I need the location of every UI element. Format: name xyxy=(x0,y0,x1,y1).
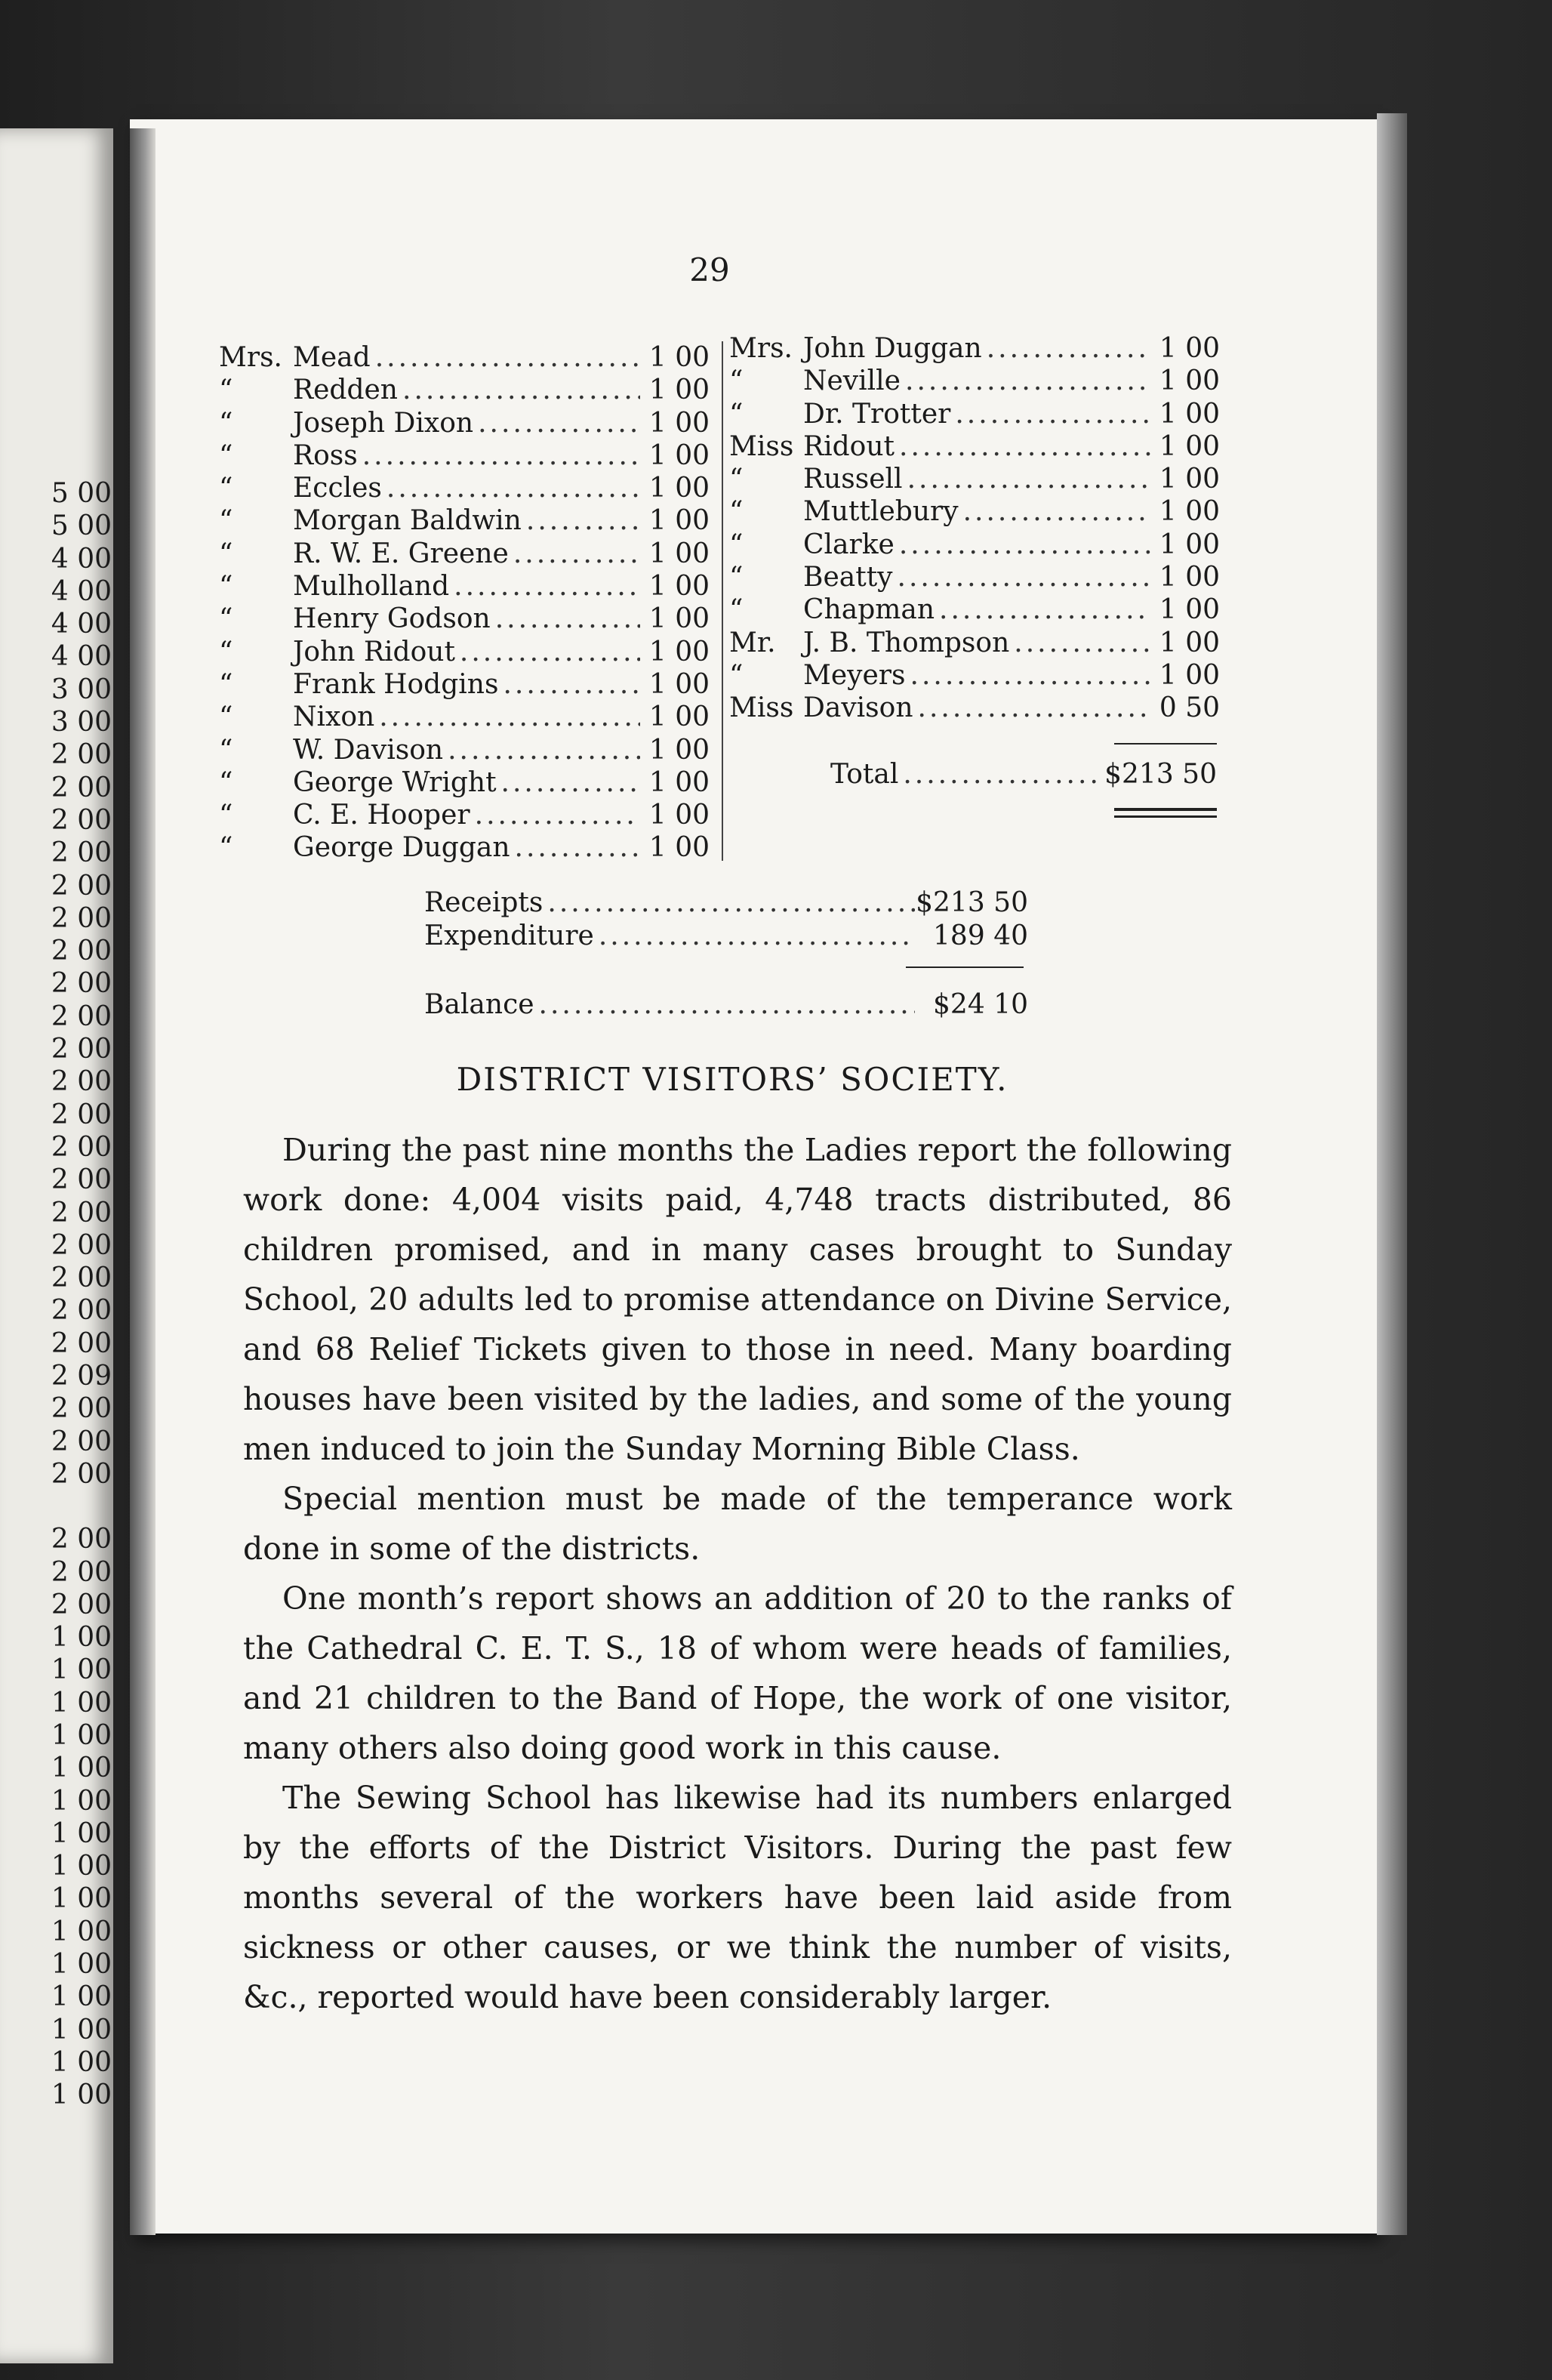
donor-prefix: “ xyxy=(219,766,233,798)
previous-page-amount: 2 00 xyxy=(51,902,112,934)
previous-page-amount: 4 00 xyxy=(51,543,112,575)
total-row xyxy=(830,759,1217,790)
previous-page-amount: 3 00 xyxy=(51,674,112,705)
previous-page-amount: 1 00 xyxy=(51,1981,112,2013)
donor-amount: 1 00 xyxy=(648,734,710,766)
dot-leader xyxy=(898,759,1104,790)
column-divider xyxy=(722,341,723,861)
dot-leader xyxy=(382,472,640,504)
donor-amount: 1 00 xyxy=(648,603,710,635)
dot-leader xyxy=(543,887,915,918)
previous-page-amount: 2 00 xyxy=(51,1131,112,1163)
dot-leader xyxy=(491,603,640,635)
donor-prefix: “ xyxy=(219,538,233,569)
total-amount: $213 50 xyxy=(1104,759,1217,790)
donor-amount: 1 00 xyxy=(648,473,710,504)
previous-page-amount: 3 00 xyxy=(51,707,112,738)
donor-prefix: “ xyxy=(219,636,233,667)
summary-block xyxy=(424,887,1028,954)
previous-page-amount: 2 00 xyxy=(51,1229,112,1261)
donor-prefix: Miss xyxy=(729,692,794,724)
donor-amount: 1 00 xyxy=(648,701,710,733)
donor-amount: 1 00 xyxy=(648,342,710,373)
previous-page-amount: 4 00 xyxy=(51,641,112,673)
total-rule-top xyxy=(1114,743,1217,745)
donor-amount: 0 50 xyxy=(1159,692,1220,724)
report-body xyxy=(243,1125,1232,2022)
donor-amount: 1 00 xyxy=(648,375,710,406)
donor-name: Henry Godson xyxy=(293,603,491,635)
previous-page-amount: 1 00 xyxy=(51,1851,112,1882)
donor-name: Mead xyxy=(293,342,371,373)
dot-leader xyxy=(358,439,640,472)
donor-row xyxy=(729,332,1220,365)
previous-page-amount: 1 00 xyxy=(51,1817,112,1849)
donor-row xyxy=(219,831,710,864)
donor-name: John Ridout xyxy=(293,636,455,667)
balance-block xyxy=(424,989,1028,1022)
previous-page-amount: 1 00 xyxy=(51,2014,112,2046)
donor-prefix: Mrs. xyxy=(219,342,282,373)
donor-name: Chapman xyxy=(803,594,935,626)
donor-list-left xyxy=(219,341,710,865)
donor-row xyxy=(219,472,710,504)
donor-name: Joseph Dixon xyxy=(293,407,474,439)
previous-page-amount: 2 00 xyxy=(51,1262,112,1294)
donor-amount: 1 00 xyxy=(648,636,710,667)
donor-name: George Wright xyxy=(293,766,497,798)
donor-prefix: “ xyxy=(219,375,233,406)
donor-name: Dr. Trotter xyxy=(803,398,951,430)
donor-prefix: “ xyxy=(219,407,233,439)
total-double-rule xyxy=(1114,808,1217,811)
dot-leader xyxy=(522,504,640,537)
page-number: 29 xyxy=(689,251,730,288)
dot-leader xyxy=(510,831,640,864)
donor-prefix: “ xyxy=(729,464,744,495)
dot-leader xyxy=(895,430,1150,463)
dot-leader xyxy=(903,463,1150,495)
dot-leader xyxy=(497,766,640,799)
donor-amount: 1 00 xyxy=(1159,365,1220,397)
donor-amount: 1 00 xyxy=(648,800,710,831)
previous-page-amount: 2 00 xyxy=(51,772,112,803)
donor-amount: 1 00 xyxy=(648,407,710,439)
dot-leader xyxy=(509,538,640,570)
paragraph: Special mention must be made of the temperance work done in some of the districts. xyxy=(243,1481,1232,1567)
donor-row xyxy=(219,407,710,439)
dot-leader xyxy=(906,659,1151,692)
donor-prefix: “ xyxy=(219,800,233,831)
balance-amount: $24 10 xyxy=(933,989,1028,1020)
donor-amount: 1 00 xyxy=(648,832,710,864)
total-double-rule xyxy=(1114,815,1217,818)
dot-leader xyxy=(950,398,1150,430)
donor-prefix: “ xyxy=(729,529,744,560)
donor-name: Redden xyxy=(293,375,398,406)
donor-amount: 1 00 xyxy=(1159,627,1220,658)
previous-page-amount: 1 00 xyxy=(51,1916,112,1947)
expenditure-amount: 189 40 xyxy=(933,920,1028,951)
donor-name: Muttlebury xyxy=(803,496,959,528)
donor-amount: 1 00 xyxy=(1159,398,1220,430)
previous-page-amount: 5 00 xyxy=(51,510,112,542)
donor-amount: 1 00 xyxy=(1159,562,1220,593)
donor-row xyxy=(219,570,710,603)
donor-name: Clarke xyxy=(803,529,895,560)
donor-row xyxy=(219,636,710,668)
dot-leader xyxy=(959,495,1150,528)
previous-page-amounts xyxy=(6,477,112,2112)
previous-page-amount: 2 00 xyxy=(51,1066,112,1098)
donor-name: Nixon xyxy=(293,701,375,733)
donor-name: Beatty xyxy=(803,562,893,593)
paragraph: The Sewing School has likewise had its numbers enlarged by the efforts of the District Visitors. During the past few months several of the workers have been laid aside from sickness or other causes, or we think the number of visits, &c., reported would have been considerably larger. xyxy=(243,1780,1232,2015)
dot-leader xyxy=(895,529,1150,561)
previous-page-amount: 2 00 xyxy=(51,1295,112,1327)
dot-leader xyxy=(470,799,640,831)
donor-name: R. W. E. Greene xyxy=(293,538,509,569)
donor-amount: 1 00 xyxy=(1159,464,1220,495)
donor-row xyxy=(729,561,1220,593)
previous-page-amount: 2 00 xyxy=(51,1197,112,1229)
previous-page-amount: 1 00 xyxy=(51,1654,112,1686)
donor-prefix: “ xyxy=(729,594,744,626)
dot-leader xyxy=(473,407,640,439)
summary-rule xyxy=(906,966,1024,968)
dot-leader xyxy=(449,570,640,603)
donor-prefix: “ xyxy=(219,603,233,635)
previous-page-amount: 2 00 xyxy=(51,1556,112,1588)
dot-leader xyxy=(455,636,640,668)
previous-page-amount: 2 00 xyxy=(51,1000,112,1032)
donor-amount: 1 00 xyxy=(1159,430,1220,462)
previous-page-amount: 2 00 xyxy=(51,804,112,836)
donor-row xyxy=(729,463,1220,495)
previous-page-amount: 1 00 xyxy=(51,1622,112,1654)
dot-leader xyxy=(913,692,1150,724)
donor-row xyxy=(219,766,710,799)
donor-row xyxy=(219,439,710,472)
donor-amount: 1 00 xyxy=(1159,594,1220,626)
donor-row xyxy=(219,799,710,831)
previous-page-amount: 1 00 xyxy=(51,2046,112,2078)
donor-amount: 1 00 xyxy=(648,505,710,537)
donor-prefix: “ xyxy=(729,496,744,528)
total-label: Total xyxy=(830,759,899,790)
expenditure-label: Expenditure xyxy=(424,920,594,951)
previous-page-amount: 1 00 xyxy=(51,1719,112,1751)
donor-name: Mulholland xyxy=(293,571,450,603)
donor-amount: 1 00 xyxy=(648,571,710,603)
previous-page-amount: 2 00 xyxy=(51,1034,112,1065)
dot-leader xyxy=(982,332,1150,365)
donor-list-right xyxy=(729,332,1220,725)
donor-prefix: “ xyxy=(219,668,233,700)
receipts-amount: $213 50 xyxy=(916,887,1028,918)
previous-page-amount: 2 00 xyxy=(51,837,112,869)
donor-prefix: “ xyxy=(219,701,233,733)
donor-row xyxy=(219,504,710,537)
dot-leader xyxy=(398,374,640,406)
page-binding-edge xyxy=(130,128,156,2235)
donor-prefix: “ xyxy=(729,398,744,430)
donor-amount: 1 00 xyxy=(1159,659,1220,691)
donor-prefix: Mrs. xyxy=(729,333,793,364)
previous-page-amount: 2 00 xyxy=(51,1458,112,1490)
donor-row xyxy=(729,495,1220,528)
donor-row xyxy=(729,659,1220,692)
dot-leader xyxy=(1009,627,1150,659)
previous-page-amount: 1 00 xyxy=(51,1785,112,1817)
donor-name: Neville xyxy=(803,365,901,397)
donor-name: J. B. Thompson xyxy=(803,627,1010,658)
donor-name: Russell xyxy=(803,464,903,495)
previous-page-amount: 2 00 xyxy=(51,870,112,902)
previous-page-amount: 1 00 xyxy=(51,1753,112,1784)
donor-name: C. E. Hooper xyxy=(293,800,470,831)
donor-row xyxy=(729,365,1220,397)
donor-amount: 1 00 xyxy=(1159,333,1220,364)
donor-name: Frank Hodgins xyxy=(293,668,499,700)
previous-page-amount: 1 00 xyxy=(51,1949,112,1981)
donor-prefix: “ xyxy=(729,562,744,593)
previous-page-amount: 2 00 xyxy=(51,1099,112,1130)
donor-prefix: Miss xyxy=(729,430,794,462)
donor-amount: 1 00 xyxy=(648,538,710,569)
dot-leader xyxy=(935,593,1150,626)
donor-amount: 1 00 xyxy=(648,766,710,798)
donor-amount: 1 00 xyxy=(1159,529,1220,560)
previous-page-amount: 2 00 xyxy=(51,739,112,771)
balance-row xyxy=(424,989,1028,1022)
donor-row xyxy=(729,529,1220,561)
donor-prefix: “ xyxy=(219,505,233,537)
donor-name: Ridout xyxy=(803,430,895,462)
donor-name: Davison xyxy=(803,692,913,724)
dot-leader xyxy=(901,365,1150,397)
donor-prefix: “ xyxy=(219,832,233,864)
receipts-label: Receipts xyxy=(424,887,544,918)
previous-page-amount: 1 00 xyxy=(51,2079,112,2111)
donor-amount: 1 00 xyxy=(1159,496,1220,528)
donor-row xyxy=(219,701,710,733)
expenditure-row xyxy=(424,920,1028,954)
section-heading: DISTRICT VISITORS’ SOCIETY. xyxy=(456,1061,1008,1098)
donor-prefix: “ xyxy=(219,734,233,766)
previous-page-amount: 2 00 xyxy=(51,1164,112,1196)
dot-leader xyxy=(371,341,640,374)
donor-row xyxy=(219,603,710,635)
previous-page-amount: 5 00 xyxy=(51,478,112,509)
dot-leader xyxy=(534,989,915,1020)
paragraph: One month’s report shows an addition of 20 to the ranks of the Cathedral C. E. T. S., 18 of whom were heads of families, and 21 children to the Band of Hope, the work of one visitor, many others also doing good work in this cause. xyxy=(243,1580,1232,1766)
donor-prefix: “ xyxy=(219,571,233,603)
donor-name: Meyers xyxy=(803,659,906,691)
previous-page-amount: 2 00 xyxy=(51,1327,112,1359)
previous-page-amount: 2 09 xyxy=(51,1361,112,1392)
donor-row xyxy=(729,398,1220,430)
donor-name: George Duggan xyxy=(293,832,510,864)
paragraph: During the past nine months the Ladies report the following work done: 4,004 visits paid, 4,748 tracts distributed, 86 children promised, and in many cases brought to Sunday School, 20 adults led to promise attendance on Divine Service, and 68 Relief Tickets given to those in need. Many boarding houses have been visited by the ladies, and some of the young men induced to join the Sunday Morning Bible Class. xyxy=(243,1132,1232,1467)
previous-page-amount: 4 00 xyxy=(51,575,112,607)
donor-prefix: “ xyxy=(219,473,233,504)
previous-page-amount: 1 00 xyxy=(51,1687,112,1719)
receipts-row xyxy=(424,887,1028,920)
donor-row xyxy=(729,593,1220,626)
dot-leader xyxy=(443,734,640,766)
donor-prefix: “ xyxy=(729,365,744,397)
donor-row xyxy=(219,341,710,374)
previous-page-amount: 2 00 xyxy=(51,936,112,967)
donor-row xyxy=(219,734,710,766)
balance-label: Balance xyxy=(424,989,534,1020)
page-right-edge xyxy=(1377,113,1407,2235)
previous-page-amount: 1 00 xyxy=(51,1883,112,1915)
donor-row xyxy=(219,668,710,701)
previous-page-amount: 2 00 xyxy=(51,968,112,1000)
donor-prefix: “ xyxy=(729,659,744,691)
donor-name: Eccles xyxy=(293,473,382,504)
donor-row xyxy=(729,692,1220,724)
donor-name: Morgan Baldwin xyxy=(293,505,522,537)
donor-prefix: Mr. xyxy=(729,627,776,658)
donor-name: W. Davison xyxy=(293,734,444,766)
previous-page-amount: 4 00 xyxy=(51,609,112,640)
donor-name: Ross xyxy=(293,439,358,471)
dot-leader xyxy=(594,920,915,951)
donor-row xyxy=(219,374,710,406)
dot-leader xyxy=(374,701,640,733)
donor-name: John Duggan xyxy=(803,333,982,364)
previous-page-amount: 2 00 xyxy=(51,1589,112,1620)
dot-leader xyxy=(893,561,1151,593)
previous-page-amount: 2 00 xyxy=(51,1426,112,1457)
donor-row xyxy=(729,430,1220,463)
donor-row xyxy=(219,538,710,570)
donor-prefix: “ xyxy=(219,439,233,471)
previous-page-amount: 2 00 xyxy=(51,1393,112,1425)
donor-row xyxy=(729,627,1220,659)
previous-page-edge xyxy=(0,128,113,2363)
previous-page-amount: 2 00 xyxy=(51,1524,112,1555)
donor-amount: 1 00 xyxy=(648,668,710,700)
dot-leader xyxy=(498,668,640,701)
donor-amount: 1 00 xyxy=(648,439,710,471)
